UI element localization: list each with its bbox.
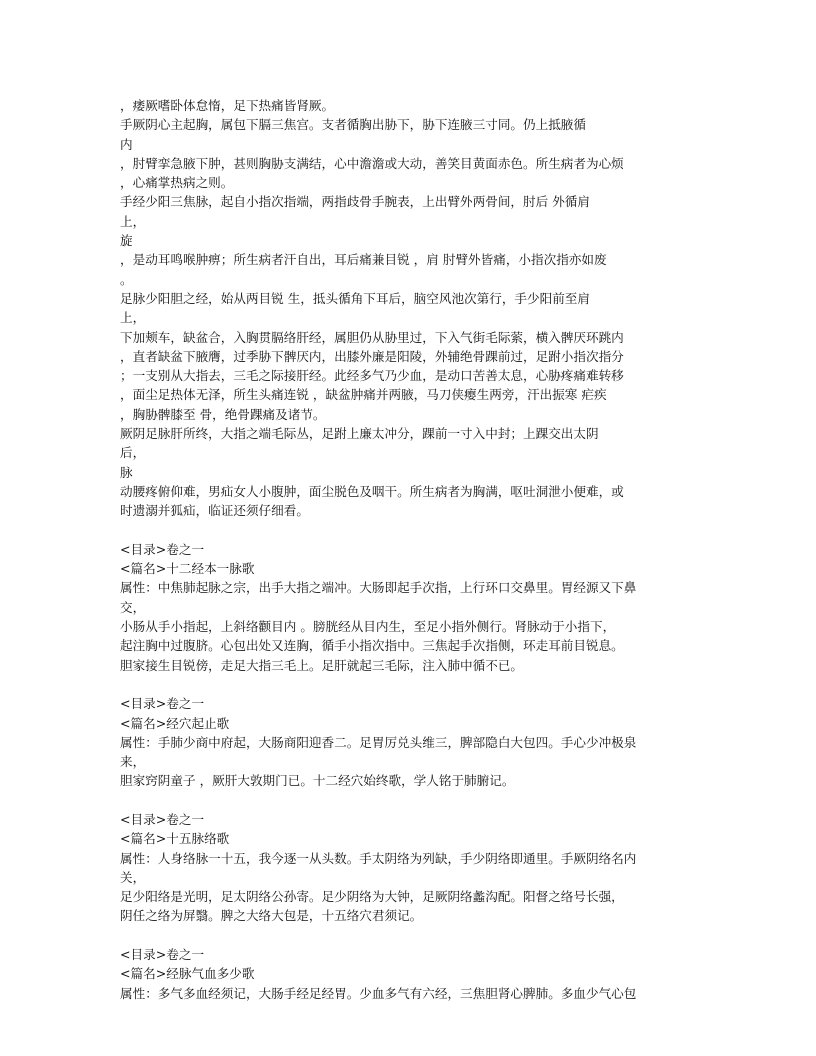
document-page (120, 96, 700, 1003)
text-line: ，痿厥嗜卧体怠惰，足下热痛皆肾厥。 (120, 98, 335, 113)
section-spacer (120, 521, 700, 540)
text-line: 旋 (120, 233, 133, 249)
section-body-line: 属性：人身络脉一十五，我今逐一从头数。手太阴络为列缺，手少阴络即通里。手厥阴络名内 (120, 850, 637, 866)
section-spacer (120, 791, 700, 810)
text-line: 上， (120, 213, 146, 229)
text-line: ，直者缺盆下腋膺，过季胁下髀厌内，出膝外廉是阳陵，外辅绝骨踝前过，足跗小指次指分 (120, 348, 624, 364)
text-line: 动腰疼俯仰难，男疝女人小腹肿，面尘脱色及咽干。所生病者为胸满，呕吐洞泄小便难，或 (120, 483, 624, 499)
section-3 (120, 810, 700, 926)
section-body-line: 小肠从手小指起，上斜络颧目内 。膀胱经从目内生，至足小指外侧行。肾脉动于小指下， (120, 619, 616, 635)
text-line: ，肘臂挛急腋下肿，甚则胸胁支满结，心中澹澹或大动，善笑目黄面赤色。所生病者为心烦 (120, 155, 624, 171)
section-1 (120, 540, 700, 675)
section-body-line: 胆家接生目锐傍，走足大指三毛上。足肝就起三毛际，注入肺中循不已。 (120, 657, 523, 673)
section-body-line: 来， (120, 754, 146, 770)
section-catalog: <目录>卷之一 (120, 947, 205, 963)
section-body-line: 足少阳络是光明，足太阴络公孙寄。足少阴络为大钟，足厥阴络蠡沟配。阳督之络号长强， (120, 889, 624, 905)
section-catalog: <目录>卷之一 (120, 811, 205, 827)
text-block-top (120, 96, 700, 521)
section-4 (120, 945, 700, 1003)
section-body-line: 交， (120, 599, 146, 615)
section-body-line: 阴任之络为屏翳。脾之大络大包是，十五络穴君须记。 (120, 908, 423, 924)
section-title: <篇名>十五脉络歌 (120, 831, 230, 847)
text-line: 手厥阴心主起胸，属包下膈三焦宫。支者循胸出胁下，胁下连腋三寸同。仍上抵腋循 (120, 117, 586, 133)
text-line: ，胸胁髀膝至 骨，绝骨踝痛及诸节。 (120, 406, 326, 422)
text-line: 后， (120, 445, 146, 461)
text-line: 下加颊车，缺盆合，入胸贯膈络肝经，属胆仍从胁里过，下入气街毛际萦，横入髀厌环跳内 (120, 329, 624, 345)
text-line: ，心痛掌热病之则。 (120, 175, 234, 191)
text-line: ；一支别从大指去，三毛之际接肝经。此经多气乃少血，是动口苦善太息，心胁疼痛难转移 (120, 368, 624, 384)
text-line: 足脉少阳胆之经，始从两目锐 生，抵头循角下耳后，脑空风池次第行，手少阳前至肩 (120, 290, 590, 306)
section-body-line: 属性：中焦肺起脉之宗，出手大指之端冲。大肠即起手次指，上行环口交鼻里。胃经源又下鼻 (120, 580, 637, 596)
section-title: <篇名>十二经本一脉歌 (120, 561, 255, 577)
text-line: 脉 (120, 464, 133, 480)
section-2 (120, 694, 700, 790)
section-body-line: 属性：手肺少商中府起，大肠商阳迎香二。足胃厉兑头维三，脾部隐白大包四。手心少冲极泉 (120, 734, 637, 750)
section-body-line: 关， (120, 869, 146, 885)
section-catalog: <目录>卷之一 (120, 696, 205, 712)
section-spacer (120, 926, 700, 945)
section-spacer (120, 675, 700, 694)
section-title: <篇名>经脉气血多少歌 (120, 966, 255, 982)
section-title: <篇名>经穴起止歌 (120, 715, 230, 731)
text-line: 。 (120, 271, 133, 287)
text-line: 内 (120, 136, 133, 152)
text-line: 上， (120, 310, 146, 326)
section-body-line: 胆家窍阴童子 ，厥肝大敦期门已。十二经穴始终歌，学人铭于肺腑记。 (120, 773, 515, 789)
text-line: ，面尘足热体无泽，所生头痛连锐 ，缺盆肿痛并两腋，马刀侠瘿生两旁，汗出振寒 疟疾 (120, 387, 607, 403)
text-line: 厥阴足脉肝所终，大指之端毛际丛，足跗上廉太冲分，踝前一寸入中封；上踝交出太阴 (120, 426, 599, 442)
text-line: 时遗溺并狐疝，临证还须仔细看。 (120, 503, 309, 519)
text-line: ，是动耳鸣喉肿痹；所生病者汗自出，耳后痛兼目锐 ，肩 肘臂外皆痛，小指次指亦如废 (120, 252, 607, 268)
section-catalog: <目录>卷之一 (120, 541, 205, 557)
text-line: 手经少阳三焦脉，起自小指次指端，两指歧骨手腕表，上出臂外两骨间，肘后 外循肩 (120, 194, 590, 210)
section-body-line: 属性：多气多血经须记，大肠手经足经胃。少血多气有六经，三焦胆肾心脾肺。多血少气心包 (120, 985, 637, 1001)
section-body-line: 起注胸中过腹脐。心包出处又连胸，循手小指次指中。三焦起手次指侧，环走耳前目锐息。 (120, 638, 624, 654)
